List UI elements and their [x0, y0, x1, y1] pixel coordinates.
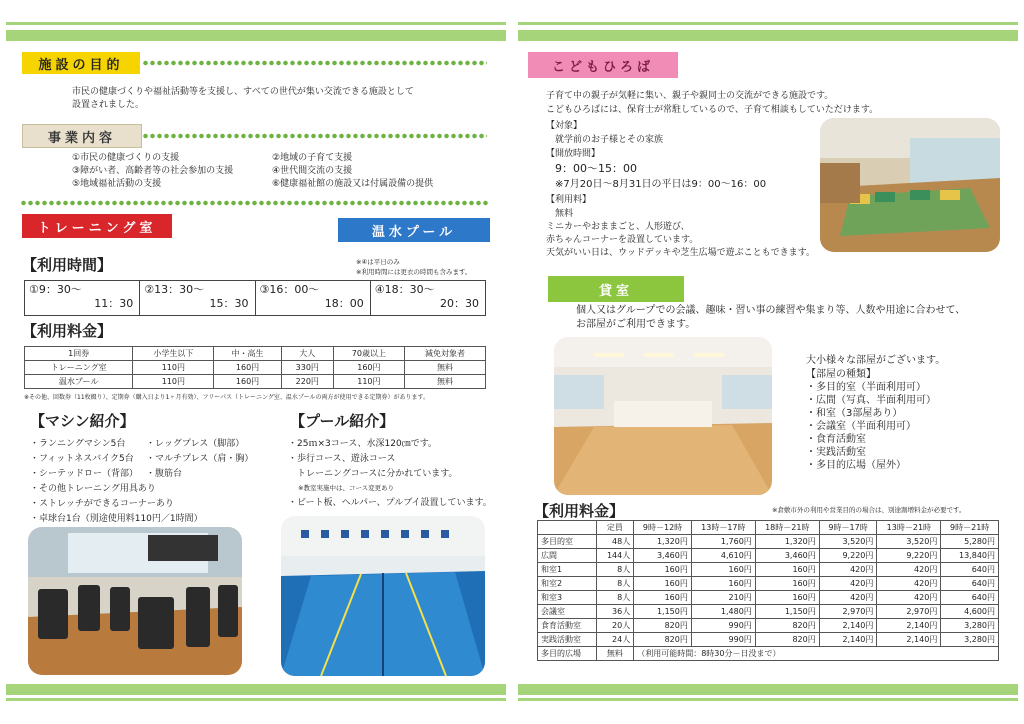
- table-row: 広間 144人 3,460円 4,610円 3,460円 9,220円 9,220円 13,840円: [538, 549, 999, 563]
- rental-intro-1: 個人又はグループでの会議、趣味・習い事の練習や集まり等、人数や用途に合わせて、: [576, 305, 966, 316]
- business-item-6: ⑥健康福祉館の施設又は付属設備の提供: [272, 179, 434, 189]
- rental-fees-table: [537, 520, 999, 661]
- table-row: 食育活動室 20人 820円 990円 820円 2,140円 2,140円 3,280円: [538, 619, 999, 633]
- pool-photo: [281, 516, 485, 676]
- table-row: 和室2 8人 160円 160円 160円 420円 420円 640円: [538, 577, 999, 591]
- pool-info: ・25ｍ×3コース、水深120㎝です。 ・歩行コース、遊泳コース トレーニングコースに分かれています。: [288, 439, 458, 479]
- time-slot: ①9：30～ 11：30: [25, 281, 140, 315]
- time-slot: ③16：00～ 18：00: [256, 281, 371, 315]
- kids-open-note: ※7月20日～8月31日の平日は9：00～16：00: [555, 179, 767, 190]
- hours-note-1: ※④は平日のみ: [356, 258, 400, 266]
- fee-header: 9時－17時: [819, 521, 877, 535]
- fee-header: 小学生以下: [133, 347, 214, 361]
- hours-note-2: ※利用時間には更衣の時間も含みます。: [356, 268, 472, 276]
- business-item-1: ①市民の健康づくりの支援: [72, 153, 180, 163]
- fee-header: 70歳以上: [333, 347, 404, 361]
- fee-header: 9時－12時: [634, 521, 692, 535]
- table-row: 実践活動室 24人 820円 990円 820円 2,140円 2,140円 3,280円: [538, 633, 999, 647]
- rental-fees-heading: 【利用料金】: [534, 502, 625, 520]
- fee-header: 減免対象者: [404, 347, 485, 361]
- purpose-title: 施設の目的: [22, 52, 140, 74]
- table-row: トレーニング室 110円 160円 330円 160円 無料: [25, 361, 486, 375]
- kids-desc-3: 天気がいい日は、ウッドデッキや芝生広場で遊ぶこともできます。: [546, 248, 815, 258]
- training-room-photo: [28, 527, 242, 675]
- business-item-5: ⑤地域福祉活動の支援: [72, 179, 162, 189]
- kids-open: 9：00～15：00: [555, 162, 637, 175]
- time-slot: ②13：30～ 15：30: [140, 281, 255, 315]
- purpose-text-1: 市民の健康づくりや福祉活動等を支援し、すべての世代が集い交流できる施設として: [72, 87, 414, 97]
- training-title: トレーニング室: [22, 214, 172, 238]
- machine-list-2: ・レッグプレス（脚部） ・マルチプレス（肩・胸） ・腹筋台: [146, 439, 254, 479]
- table-row: 温水プール 110円 160円 220円 110円 無料: [25, 375, 486, 389]
- room-types-list: ・多目的室（半面利用可） ・広間（写真、半面利用可） ・和室（3部屋あり） ・会議室（半面利用可） ・食育活動室 ・実践活動室 ・多目的広場（屋外）: [806, 382, 936, 471]
- fee-header: 13時－17時: [691, 521, 755, 535]
- rental-title: 貸室: [548, 276, 684, 302]
- vine-divider: [20, 200, 490, 206]
- machines-heading: 【マシン紹介】: [30, 412, 135, 430]
- kids-open-label: 【開放時間】: [546, 149, 601, 159]
- pool-heading: 【プール紹介】: [290, 412, 395, 430]
- hours-heading: 【利用時間】: [22, 256, 113, 274]
- rental-fees-note: ※倉敷市外の利用や営業目的の場合は、別途割増料金が必要です。: [772, 506, 966, 514]
- hall-photo: [554, 337, 772, 495]
- vine-divider: [142, 133, 487, 139]
- rooms-intro: 大小様々な部屋がございます。: [806, 355, 946, 366]
- machine-list-1: ・ランニングマシン5台 ・フィットネスバイク5台 ・シーテッドロー（背部） ・その他トレーニング用具あり ・ストレッチができるコーナーあり ・卓球台1台（別途使用料110円／1時間）: [30, 439, 203, 524]
- kids-target: 就学前のお子様とその家族: [555, 135, 664, 145]
- fee-header: 大人: [281, 347, 333, 361]
- table-row: 多目的室 48人 1,320円 1,760円 1,320円 3,520円 3,520円 5,280円: [538, 535, 999, 549]
- fees-note: ※その他、回数券（11枚綴り）、定期券（購入日より1ヶ月有効）、フリーパス（トレーニング室、温水プールの両方が使用できる定期券）があります。: [24, 394, 430, 401]
- kids-desc-1: ミニカーやおままごと、人形遊び、: [546, 222, 690, 232]
- kids-fee: 無料: [555, 209, 574, 219]
- purpose-text-2: 設置されました。: [72, 100, 145, 110]
- vine-divider: [142, 60, 487, 66]
- pool-title: 温水プール: [338, 218, 490, 242]
- room-types-label: 【部屋の種類】: [806, 369, 876, 380]
- fees-heading: 【利用料金】: [22, 322, 113, 340]
- business-item-4: ④世代間交流の支援: [272, 166, 353, 176]
- pool-note: ※教室実施中は、コース変更あり: [298, 484, 395, 492]
- kids-target-label: 【対象】: [546, 121, 583, 131]
- fee-header: 9時－21時: [941, 521, 999, 535]
- fees-table: [24, 346, 486, 389]
- fee-header: 中・高生: [214, 347, 281, 361]
- kids-room-photo: [820, 118, 1000, 252]
- hours-table: [24, 280, 486, 316]
- business-item-3: ③障がい者、高齢者等の社会参加の支援: [72, 166, 234, 176]
- fee-header: 1回券: [25, 347, 133, 361]
- kids-intro-2: こどもひろばには、保育士が常駐しているので、子育て相談もしていただけます。: [546, 105, 879, 115]
- time-slot: ④18：30～ 20：30: [374, 283, 479, 310]
- fee-header: 13時－21時: [877, 521, 941, 535]
- kids-desc-2: 赤ちゃんコーナーを設置しています。: [546, 235, 699, 245]
- table-row: 和室3 8人 160円 210円 160円 420円 420円 640円: [538, 591, 999, 605]
- business-item-2: ②地域の子育て支援: [272, 153, 353, 163]
- table-row: 会議室 36人 1,150円 1,480円 1,150円 2,970円 2,970円 4,600円: [538, 605, 999, 619]
- table-row: 多目的広場 無料 （利用可能時間：8時30分－日没まで）: [538, 647, 999, 661]
- fee-header: 定員: [596, 521, 634, 535]
- fee-header: 18時－21時: [755, 521, 819, 535]
- pool-last: ・ビート板、ヘルパー、プルブイ設置しています。: [288, 498, 492, 508]
- kids-intro-1: 子育て中の親子が気軽に集い、親子や親同士の交流ができる施設です。: [546, 91, 834, 101]
- rental-intro-2: お部屋がご利用できます。: [576, 319, 696, 330]
- kids-fee-label: 【利用料】: [546, 195, 592, 205]
- kids-title: こどもひろば: [528, 52, 678, 78]
- business-title: 事業内容: [22, 124, 142, 148]
- table-row: 和室1 8人 160円 160円 160円 420円 420円 640円: [538, 563, 999, 577]
